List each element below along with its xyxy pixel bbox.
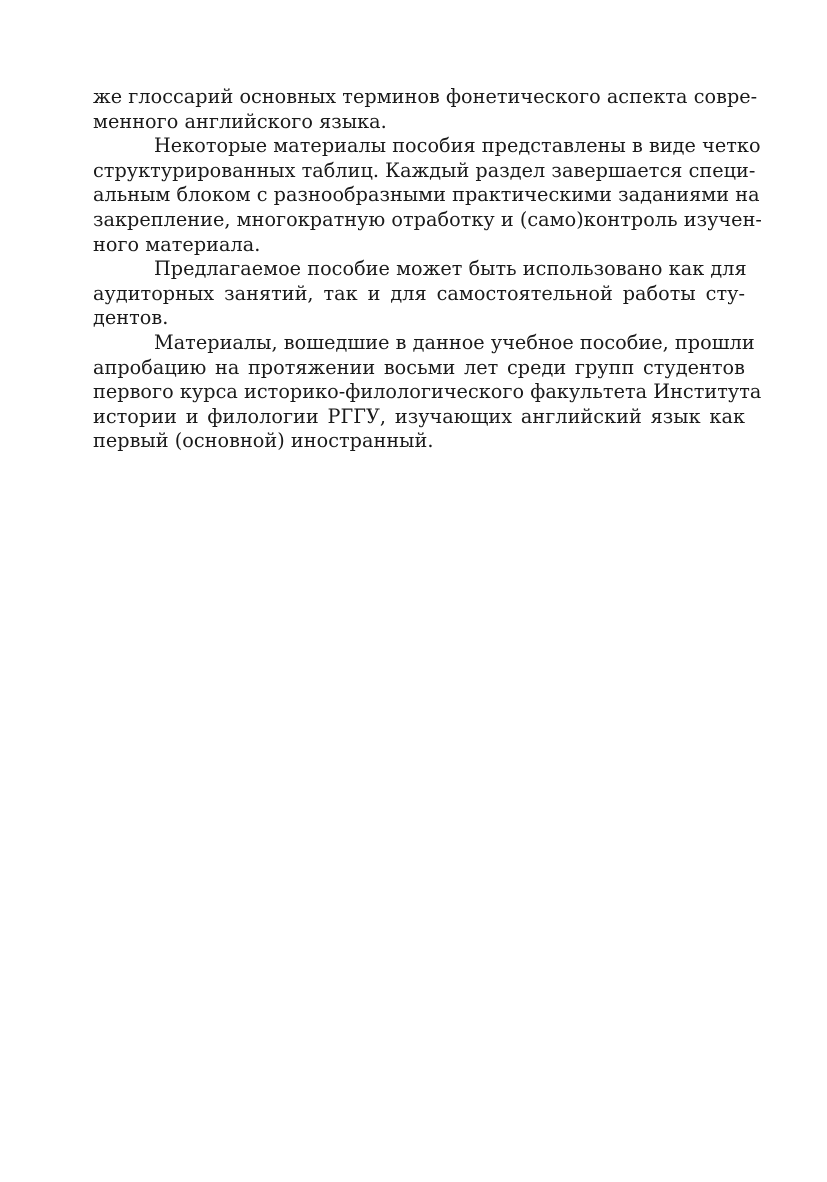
text-line: закрепление, многократную отработку и (само)контроль изучен- <box>93 207 762 231</box>
text-line: апробацию на протяжении восьми лет среди групп студентов <box>93 355 745 379</box>
paragraph <box>93 85 758 134</box>
paragraph <box>93 330 762 454</box>
text-line: дентов. <box>93 306 169 330</box>
text-line: первого курса историко-филологического факультета Института <box>93 380 762 404</box>
text-line: Предлагаемое пособие может быть использовано как для <box>154 257 747 281</box>
text-line: альным блоком с разнообразными практическими заданиями на <box>93 183 760 207</box>
body-text <box>93 85 762 454</box>
text-line: Некоторые материалы пособия представлены в виде четко <box>154 134 761 158</box>
text-line: же глоссарий основных терминов фонетического аспекта совре- <box>93 85 758 108</box>
text-line: структурированных таблиц. Каждый раздел завершается специ- <box>93 158 756 182</box>
text-line: ного материала. <box>93 232 261 256</box>
text-line: истории и филологии РГГУ, изучающих английский язык как <box>93 404 745 428</box>
paragraph <box>93 257 745 331</box>
text-line: аудиторных занятий, так и для самостоятельной работы сту- <box>93 281 745 305</box>
text-line: первый (основной) иностранный. <box>93 429 434 453</box>
text-line: менного английского языка. <box>93 109 387 133</box>
paragraph <box>93 134 762 257</box>
text-line: Материалы, вошедшие в данное учебное пособие, прошли <box>154 330 755 354</box>
